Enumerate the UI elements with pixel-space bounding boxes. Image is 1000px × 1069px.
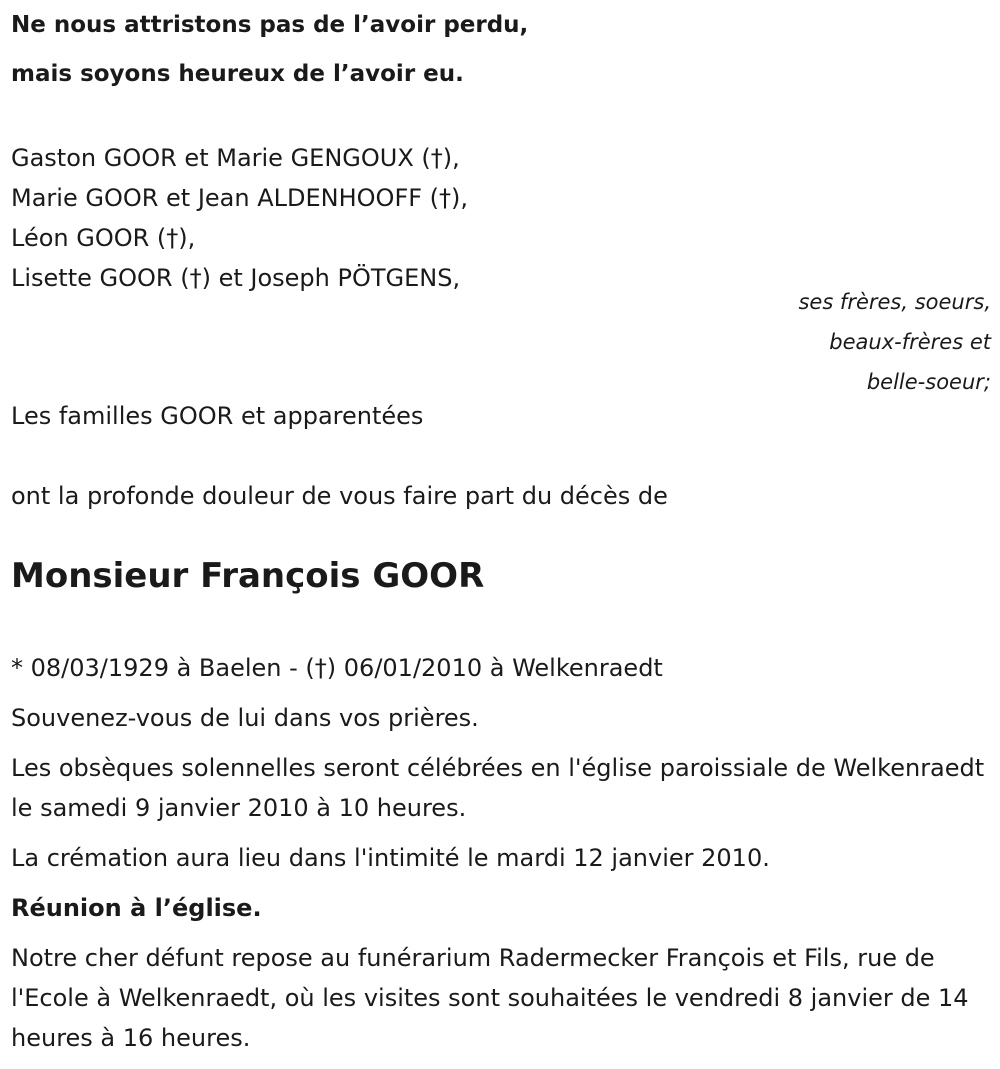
families-line: Les familles GOOR et apparentées — [11, 402, 424, 430]
visit-info: Notre cher défunt repose au funérarium Radermecker François et Fils, rue de l'Ecole à Welkenraedt, où les visites sont souhaitées le vendredi 8 janvier de 14 heures à 16 heures. — [11, 944, 969, 1052]
announcement-line: ont la profonde douleur de vous faire part du décès de — [11, 482, 668, 510]
deceased-name: Monsieur François GOOR — [11, 556, 485, 596]
prayer-line: Souvenez-vous de lui dans vos prières. — [11, 704, 479, 732]
quote-line-2: mais soyons heureux de l’avoir eu. — [11, 61, 464, 87]
relation-line: ses frères, soeurs, — [798, 290, 991, 314]
family-member: Marie GOOR et Jean ALDENHOOFF (†), — [11, 184, 469, 212]
relation-line: belle-soeur; — [866, 370, 991, 394]
meeting-info: Réunion à l’église. — [11, 894, 262, 922]
family-relation — [798, 282, 991, 402]
family-members-list — [11, 138, 468, 298]
cremation-info: La crémation aura lieu dans l'intimité le mardi 12 janvier 2010. — [11, 844, 770, 872]
details-section — [11, 648, 986, 1068]
family-member: Léon GOOR (†), — [11, 224, 196, 252]
funeral-info: Les obsèques solennelles seront célébrées en l'église paroissiale de Welkenraedt le samedi 9 janvier 2010 à 10 heures. — [11, 754, 985, 822]
quote-line-1: Ne nous attristons pas de l’avoir perdu, — [11, 12, 529, 38]
family-member: Gaston GOOR et Marie GENGOUX (†), — [11, 144, 460, 172]
relation-line: beaux-frères et — [829, 330, 991, 354]
life-dates: * 08/03/1929 à Baelen - (†) 06/01/2010 à Welkenraedt — [11, 654, 663, 682]
family-member: Lisette GOOR (†) et Joseph PÖTGENS, — [11, 264, 461, 292]
